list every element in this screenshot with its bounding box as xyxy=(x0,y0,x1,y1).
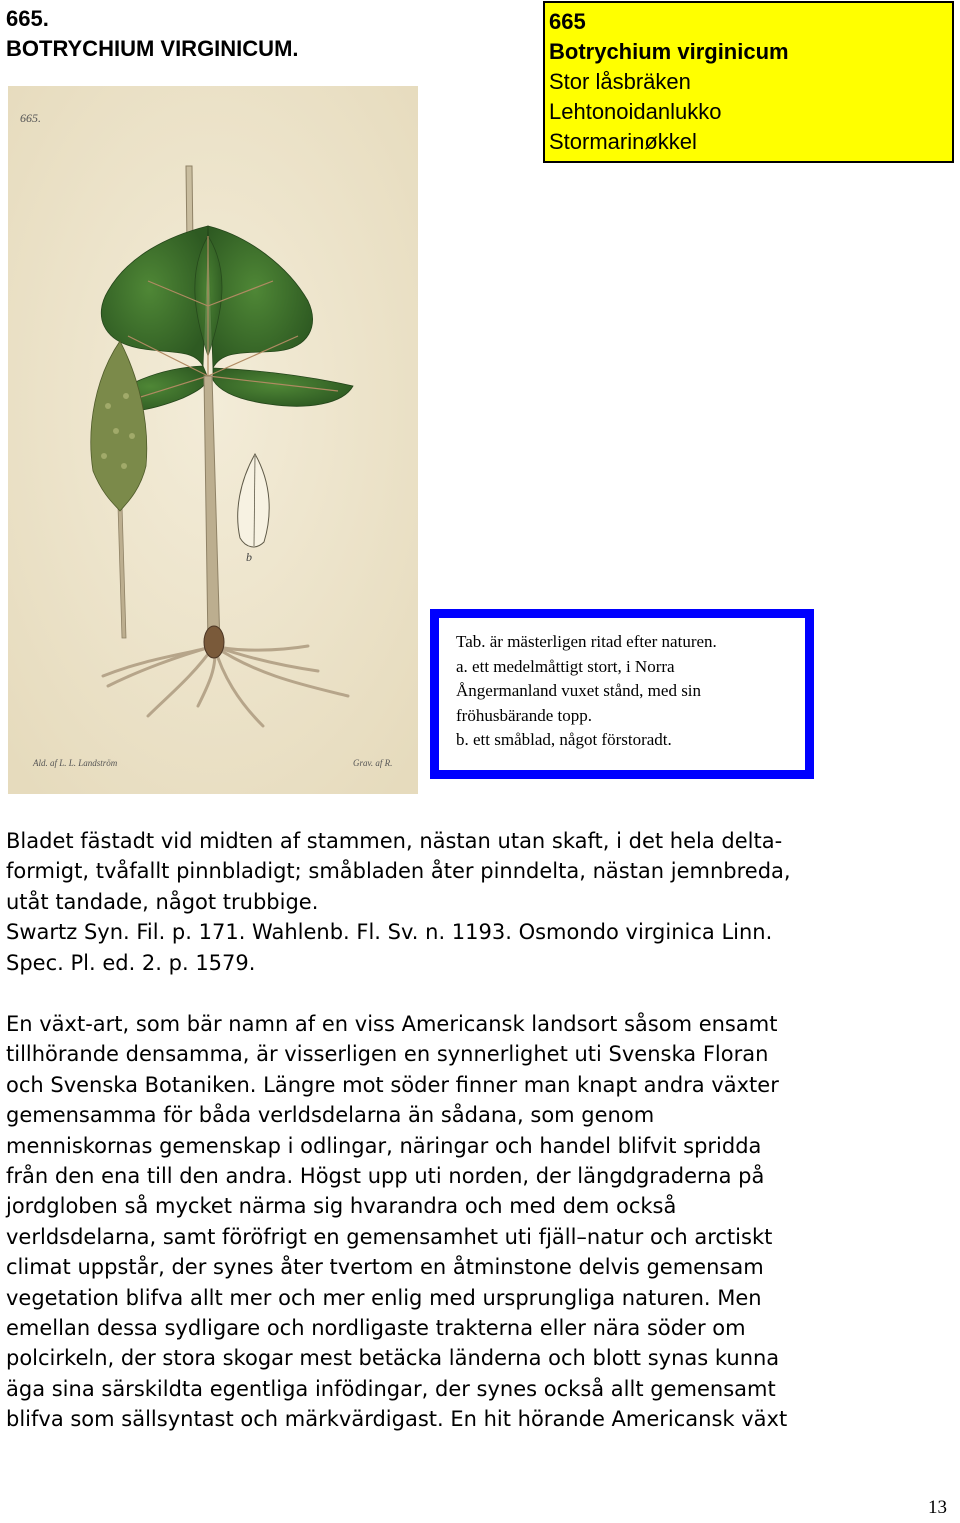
fern-illustration xyxy=(8,86,418,794)
body-line: och Svenska Botaniken. Längre mot söder finner man knapt andra växter xyxy=(6,1072,779,1097)
body-line: gemensamma för båda verldsdelarna än sådana, som genom xyxy=(6,1103,655,1128)
common-names-box xyxy=(543,1,954,163)
species-title: BOTRYCHIUM VIRGINICUM. xyxy=(6,36,299,61)
body-line: menniskornas gemenskap i odlingar, näringar och handel blifvit spridda xyxy=(6,1133,762,1158)
body-line: äga sina särskildta egentliga infödingar, der synes också allt gemensamt xyxy=(6,1376,776,1401)
page-number: 13 xyxy=(928,1497,947,1518)
name-box-number: 665 xyxy=(549,9,586,34)
body-line: En växt-art, som bär namn af en viss Americansk landsort såsom ensamt xyxy=(6,1012,778,1036)
species-number: 665. xyxy=(6,6,49,31)
plate-number: 665. xyxy=(20,111,41,125)
body-text xyxy=(6,1009,956,1435)
body-line: emellan dessa sydligare och nordligaste trakterna eller nära söder om xyxy=(6,1316,746,1341)
body-line: verldsdelarna, samt föröfrigt en gemensamhet uti fjäll–natur och arctiskt xyxy=(6,1224,773,1249)
figure-label-b: b xyxy=(246,550,252,564)
description-line: Spec. Pl. ed. 2. p. 1579. xyxy=(6,950,256,975)
body-line: polcirkeln, der stora skogar mest betäcka länderna och blott synas kunna xyxy=(6,1346,780,1371)
rhizome xyxy=(204,626,224,658)
plate-caption-box xyxy=(430,609,814,779)
artist-credit: Ald. af L. L. Landström xyxy=(33,758,118,768)
caption-line: Ångermanland vuxet stånd, med sin xyxy=(456,681,702,700)
swedish-name: Stor låsbräken xyxy=(549,69,691,94)
species-heading xyxy=(6,4,299,64)
body-line: jordgloben så mycket närma sig hvarandra och med dem också xyxy=(6,1194,677,1219)
body-line: tillhörande densamma, är visserligen en synnerlighet uti Svenska Floran xyxy=(6,1042,769,1067)
norwegian-name: Stormarinøkkel xyxy=(549,129,697,154)
caption-line: Tab. är mästerligen ritad efter naturen. xyxy=(456,632,717,651)
finnish-name: Lehtonoidanlukko xyxy=(549,99,722,124)
body-line: vegetation blifva allt mer och mer enlig med ursprungliga naturen. Men xyxy=(6,1285,762,1310)
species-description xyxy=(6,826,956,978)
engraver-credit: Grav. af R. xyxy=(353,758,393,768)
description-line: utåt tandade, något trubbige. xyxy=(6,889,319,914)
description-line: Bladet fästadt vid midten af stammen, nästan utan skaft, i det hela delta- xyxy=(6,829,783,853)
botanical-plate xyxy=(8,86,418,794)
description-line: formigt, tvåfallt pinnbladigt; småbladen åter pinndelta, nästan jemnbreda, xyxy=(6,859,791,884)
description-line: Swartz Syn. Fil. p. 171. Wahlenb. Fl. Sv. n. 1193. Osmondo virginica Linn. xyxy=(6,920,773,945)
body-line: från den ena till den andra. Högst upp uti norden, der längdgraderna på xyxy=(6,1164,765,1189)
caption-line: fröhusbärande topp. xyxy=(456,705,592,725)
caption-line: a. ett medelmåttigt stort, i Norra xyxy=(456,656,675,676)
body-line: blifva som sällsyntast och märkvärdigast. En hit hörande Americansk växt xyxy=(6,1407,788,1432)
body-line: climat uppstår, der synes åter tvertom en åtminstone delvis gemensam xyxy=(6,1255,764,1280)
caption-line: b. ett småblad, något förstoradt. xyxy=(456,730,672,749)
latin-name: Botrychium virginicum xyxy=(549,39,789,64)
